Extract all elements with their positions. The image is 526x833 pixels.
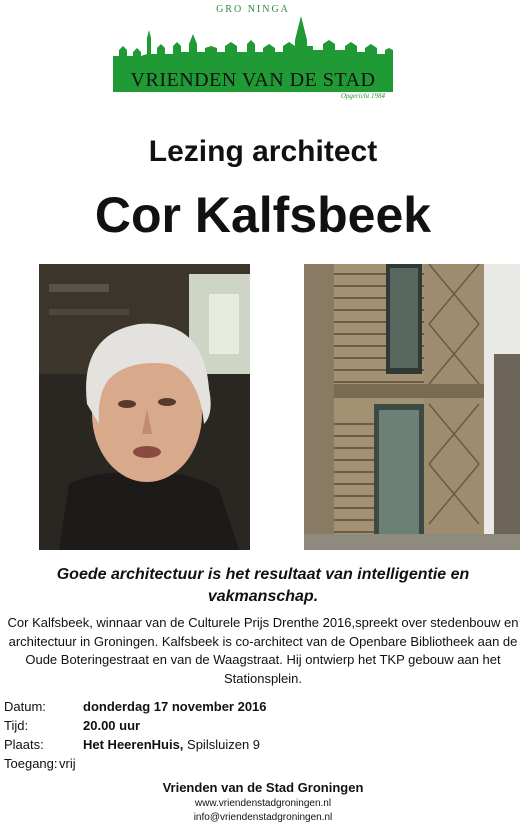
footer-email-link[interactable]: info@vriendenstadgroningen.nl — [193, 812, 333, 823]
footer — [0, 779, 526, 825]
footer-organization: Vrienden van de Stad Groningen — [162, 780, 364, 795]
place-address: Spilsluizen 9 — [183, 737, 261, 752]
logo-name: VRIENDEN VAN DE STAD — [130, 69, 376, 91]
logo-band — [113, 68, 393, 92]
logo-top-text: GRO NINGA — [216, 4, 290, 15]
place-label: Plaats: — [4, 737, 44, 752]
time-label: Tijd: — [4, 718, 29, 733]
date-value: donderdag 17 november 2016 — [83, 699, 267, 714]
footer-website-link[interactable]: www.vriendenstadgroningen.nl — [194, 798, 332, 809]
date-label: Datum: — [4, 699, 46, 714]
building-photo — [304, 264, 520, 550]
portrait-photo — [39, 264, 250, 550]
access-label: Toegang: — [4, 756, 58, 771]
logo-founded: Opgericht 1984 — [340, 92, 385, 100]
place-name: Het HeerenHuis, — [83, 737, 184, 752]
tagline: Goede architectuur is het resultaat van intelligentie en vakmanschap. — [56, 566, 470, 605]
time-value: 20.00 uur — [83, 718, 141, 733]
skyline-icon — [113, 16, 393, 68]
access-value: vrij — [59, 756, 76, 771]
description: Cor Kalfsbeek, winnaar van de Culturele Prijs Drenthe 2016,spreekt over stedenbouw en architectuur in Groningen. Kalfsbeek is co-architect van de Openbare Bibliotheek aan de Oude Boteringestraat en van de Waagstraat. Hij ontwierp het TKP gebouw aan het Stationsplein. — [7, 615, 519, 686]
place-value — [83, 735, 260, 754]
logo — [113, 4, 393, 100]
title-line-1: Lezing architect — [148, 135, 378, 168]
title-line-2: Cor Kalfsbeek — [94, 187, 432, 243]
